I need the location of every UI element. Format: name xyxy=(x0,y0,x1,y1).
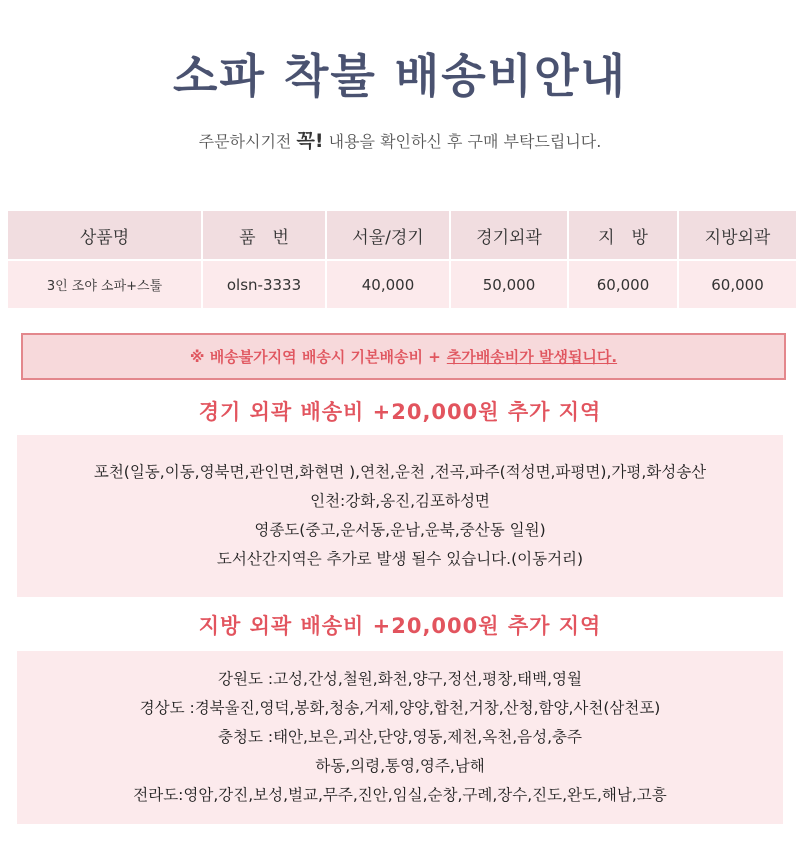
page-title: 소파 착불 배송비안내 xyxy=(173,49,627,103)
shipping-price-table xyxy=(8,211,796,308)
region-outer-area-list xyxy=(17,651,783,824)
column-header-region: 지 방 xyxy=(568,211,678,260)
table-header-row xyxy=(8,211,796,260)
subtitle-before: 주문하시기전 xyxy=(198,132,292,151)
column-header-product: 상품명 xyxy=(8,211,202,260)
cell-gyeonggi-outer-price: 50,000 xyxy=(450,260,568,308)
list-item: 인천:강화,옹진,김포하성면 xyxy=(310,492,490,510)
list-item: 경상도 :경북울진,영덕,봉화,청송,거제,양양,합천,거창,산청,함양,사천(삼천포) xyxy=(139,699,661,717)
list-item: 도서산간지역은 추가로 발생 될수 있습니다.(이동거리) xyxy=(216,550,584,568)
column-header-seoul: 서울/경기 xyxy=(326,211,450,260)
subtitle-emphasis: 꼭! xyxy=(296,130,324,152)
notice-text: ※ 배송불가지역 배송시 기본배송비 + xyxy=(189,348,441,366)
region-outer-section-title: 지방 외곽 배송비 +20,000원 추가 지역 xyxy=(198,614,602,638)
gyeonggi-outer-section-title: 경기 외곽 배송비 +20,000원 추가 지역 xyxy=(198,400,602,424)
column-header-model: 품 번 xyxy=(202,211,326,260)
cell-seoul-price: 40,000 xyxy=(326,260,450,308)
cell-region-price: 60,000 xyxy=(568,260,678,308)
column-header-gyeonggi-outer: 경기외곽 xyxy=(450,211,568,260)
notice-underlined-text: 추가배송비가 발생됩니다. xyxy=(446,348,618,366)
table-row xyxy=(8,260,796,308)
cell-product: 3인 조야 소파+스툴 xyxy=(8,260,202,308)
gyeonggi-outer-area-list xyxy=(17,435,783,597)
list-item: 포천(일동,이동,영북면,관인면,화현면 ),연천,운천 ,전곡,파주(적성면,파평면),가평,화성송산 xyxy=(93,463,707,481)
subtitle-after: 내용을 확인하신 후 구매 부탁드립니다. xyxy=(328,132,602,151)
list-item: 전라도:영암,강진,보성,벌교,무주,진안,임실,순창,구례,장수,진도,완도,해남,고흥 xyxy=(133,786,667,804)
cell-region-outer-price: 60,000 xyxy=(678,260,796,308)
list-item: 영종도(중고,운서동,운남,운북,중산동 일원) xyxy=(254,521,546,539)
page-subtitle xyxy=(0,126,800,153)
list-item: 강원도 :고성,간성,철원,화천,양구,정선,평창,태백,영월 xyxy=(218,670,582,688)
cell-model: olsn-3333 xyxy=(202,260,326,308)
list-item: 하동,의령,통영,영주,남해 xyxy=(315,757,485,775)
column-header-region-outer: 지방외곽 xyxy=(678,211,796,260)
list-item: 충청도 :태안,보은,괴산,단양,영동,제천,옥천,음성,충주 xyxy=(218,728,582,746)
extra-fee-notice xyxy=(21,333,786,380)
